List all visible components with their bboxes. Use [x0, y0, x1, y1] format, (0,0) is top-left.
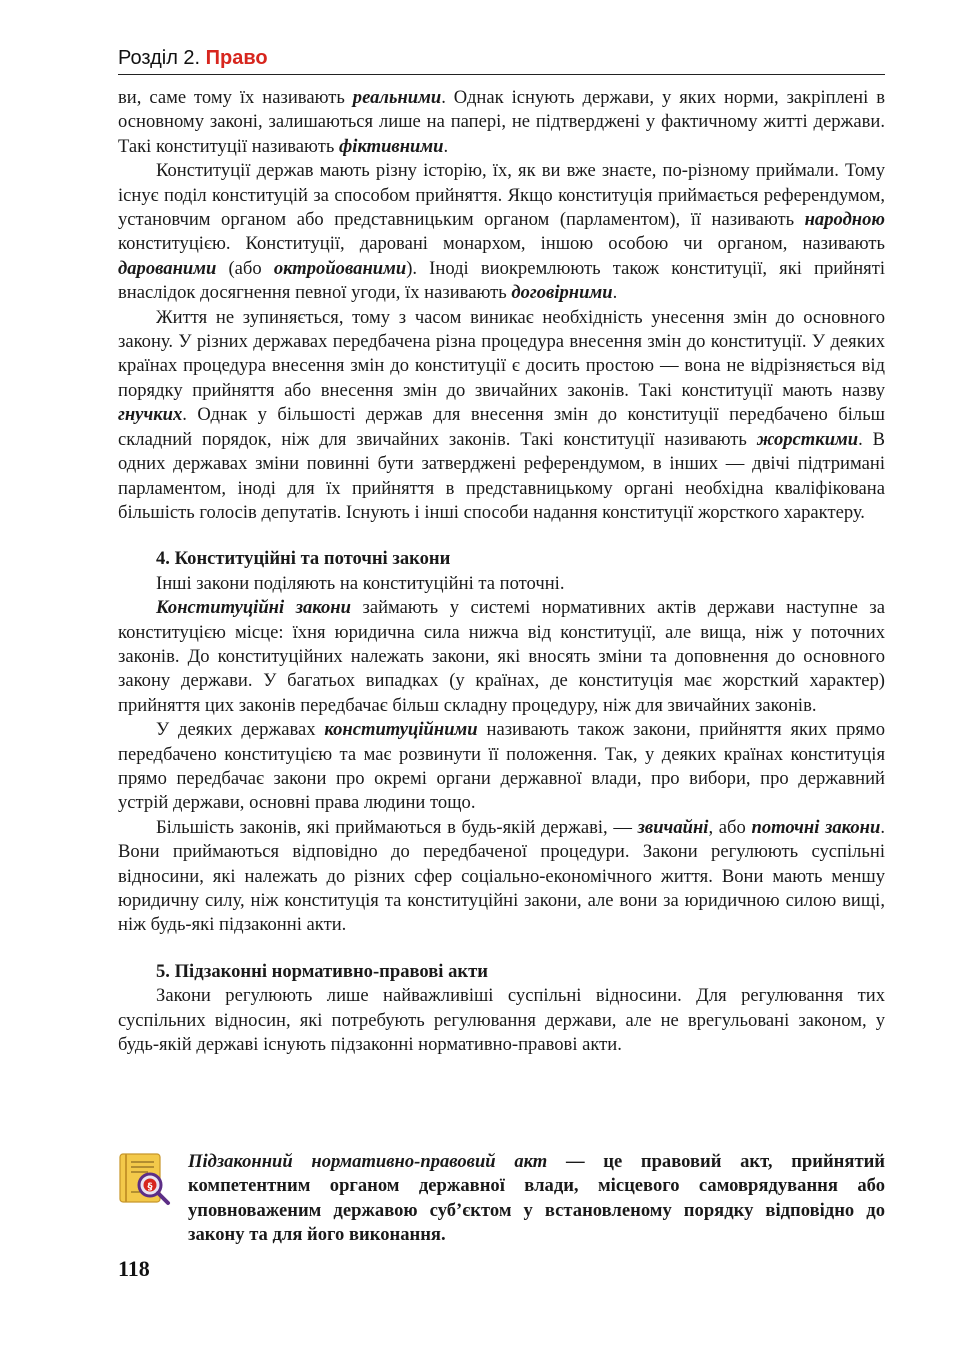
definition-text: Підзаконний нормативно-правовий акт — це правовий акт, прийнятий компетентним органом державної влади, місцевого самоврядування або уповноваженим державою суб’єктом у встановленому порядку відповідно до закону та для його виконання. [188, 1151, 886, 1246]
page-body [118, 86, 885, 1057]
paragraph-8: Закони регулюють лише найважливіші суспільні відносини. Для регулювання тих суспільних відносин, які потребують регулювання держави, але не врегульовані законом, у будь-якій державі існують підзаконні нормативно-правові акти. [118, 985, 885, 1056]
term-popular: народною [804, 209, 885, 231]
section-title: Право [205, 47, 268, 69]
paragraph-3: Життя не зупиняється, тому з часом виникає необхідність унесення змін до основного закону. У різних державах передбачена різна процедура внесення змін до конституції. У деяких країнах процедура внесення змін до конституції є досить простою — вона не відрізняється від порядку прийняття або внесення змін до звичайних законів. Такі конституції мають назву гнучких. Однак у більшості держав для внесення змін до конституції передбачено більш складний порядок, ніж для звичайних законів. Такі конституції називають жорсткими. В одних державах зміни повинні бути затверджені референдумом, в інших — двічі підтримані парламентом, іноді для їх прийняття в представницькому органі необхідна кваліфікована більшість голосів депутатів. Існують і інші способи надання конституції жорсткого характеру. [118, 306, 886, 523]
paragraph-4: Інші закони поділяють на конституційні та поточні. [156, 572, 565, 594]
paragraph-5: Конституційні закони займають у системі нормативних актів держави наступне за конституцією місце: їхня юридична сила нижча від конституції, але вища, ніж у поточних законів. До конституційних належать закони, які вносять зміни та доповнення до основного закону держави. У багатьох випадках (у країнах, де конституція має жорсткий характер) прийняття цих законів передбачає більш складну процедуру, ніж для звичайних законів. [118, 597, 885, 716]
term-fictive: фіктивними [338, 135, 444, 157]
term-granted: дарованими [118, 257, 217, 279]
section-label: Розділ 2. [118, 47, 201, 69]
heading-section-5: 5. Підзаконні нормативно-правові акти [156, 960, 488, 982]
svg-text:§: § [147, 1181, 153, 1193]
term-constitutional-laws: Конституційні закони [156, 597, 351, 619]
heading-section-4: 4. Конституційні та поточні закони [156, 548, 451, 570]
term-contractual: договірними [511, 282, 613, 304]
term-constitutional: конституційними [324, 719, 478, 741]
term-real: реальними [352, 87, 442, 108]
term-ordinary: звичайні [637, 816, 709, 838]
header-divider [118, 74, 885, 75]
paragraph-7: Більшість законів, які приймаються в будь-якій державі, — звичайні, або поточні закони. Вони приймаються відповідно до передбаченої процедури. Закони регулюють суспільні відносини, які належать до різних сфер соціально-економічного життя. Вони мають меншу юридичну силу, ніж конституція та конституційні закони, але вони за юридичною силою вищі, ніж будь-які підзаконні акти. [118, 816, 885, 936]
term-flexible: гнучких [118, 404, 183, 426]
paragraph-1: ви, саме тому їх називають реальними. Однак існують держави, у яких норми, закріплені в основному законі, залишаються лише на папері, не підтверджені у фактичному житті держави. Такі конституції називають фіктивними. [118, 87, 885, 157]
page-header [118, 47, 885, 75]
law-book-icon [118, 1152, 174, 1206]
definition-term: Підзаконний нормативно-правовий акт [188, 1151, 548, 1172]
term-rigid: жорсткими [756, 428, 859, 450]
paragraph-6: У деяких державах конституційними називають також закони, прийняття яких прямо передбачено конституцією та має розвинути її положення. Так, у деяких країнах конституція прямо передбачає закони про окремі органи державної влади, про вибори, про державний устрій держави, основні права людини тощо. [118, 719, 885, 814]
term-octroyed: октройованими [273, 257, 407, 279]
paragraph-2: Конституції держав мають різну історію, їх, як ви вже знаєте, по-різному приймали. Тому існує поділ конституцій за способом прийняття. Якщо конституція приймається референдумом, установчим органом або представницьким органом (парламентом), її називають народною конституцією. Конституції, даровані монархом, іншою особою чи органом, називають дарованими (або октройованими). Іноді виокремлюють також конституції, які прийняті внаслідок досягнення певної угоди, їх називають договірними. [118, 160, 885, 304]
term-current-laws: поточні закони [751, 816, 881, 838]
page-number: 118 [118, 1256, 150, 1281]
